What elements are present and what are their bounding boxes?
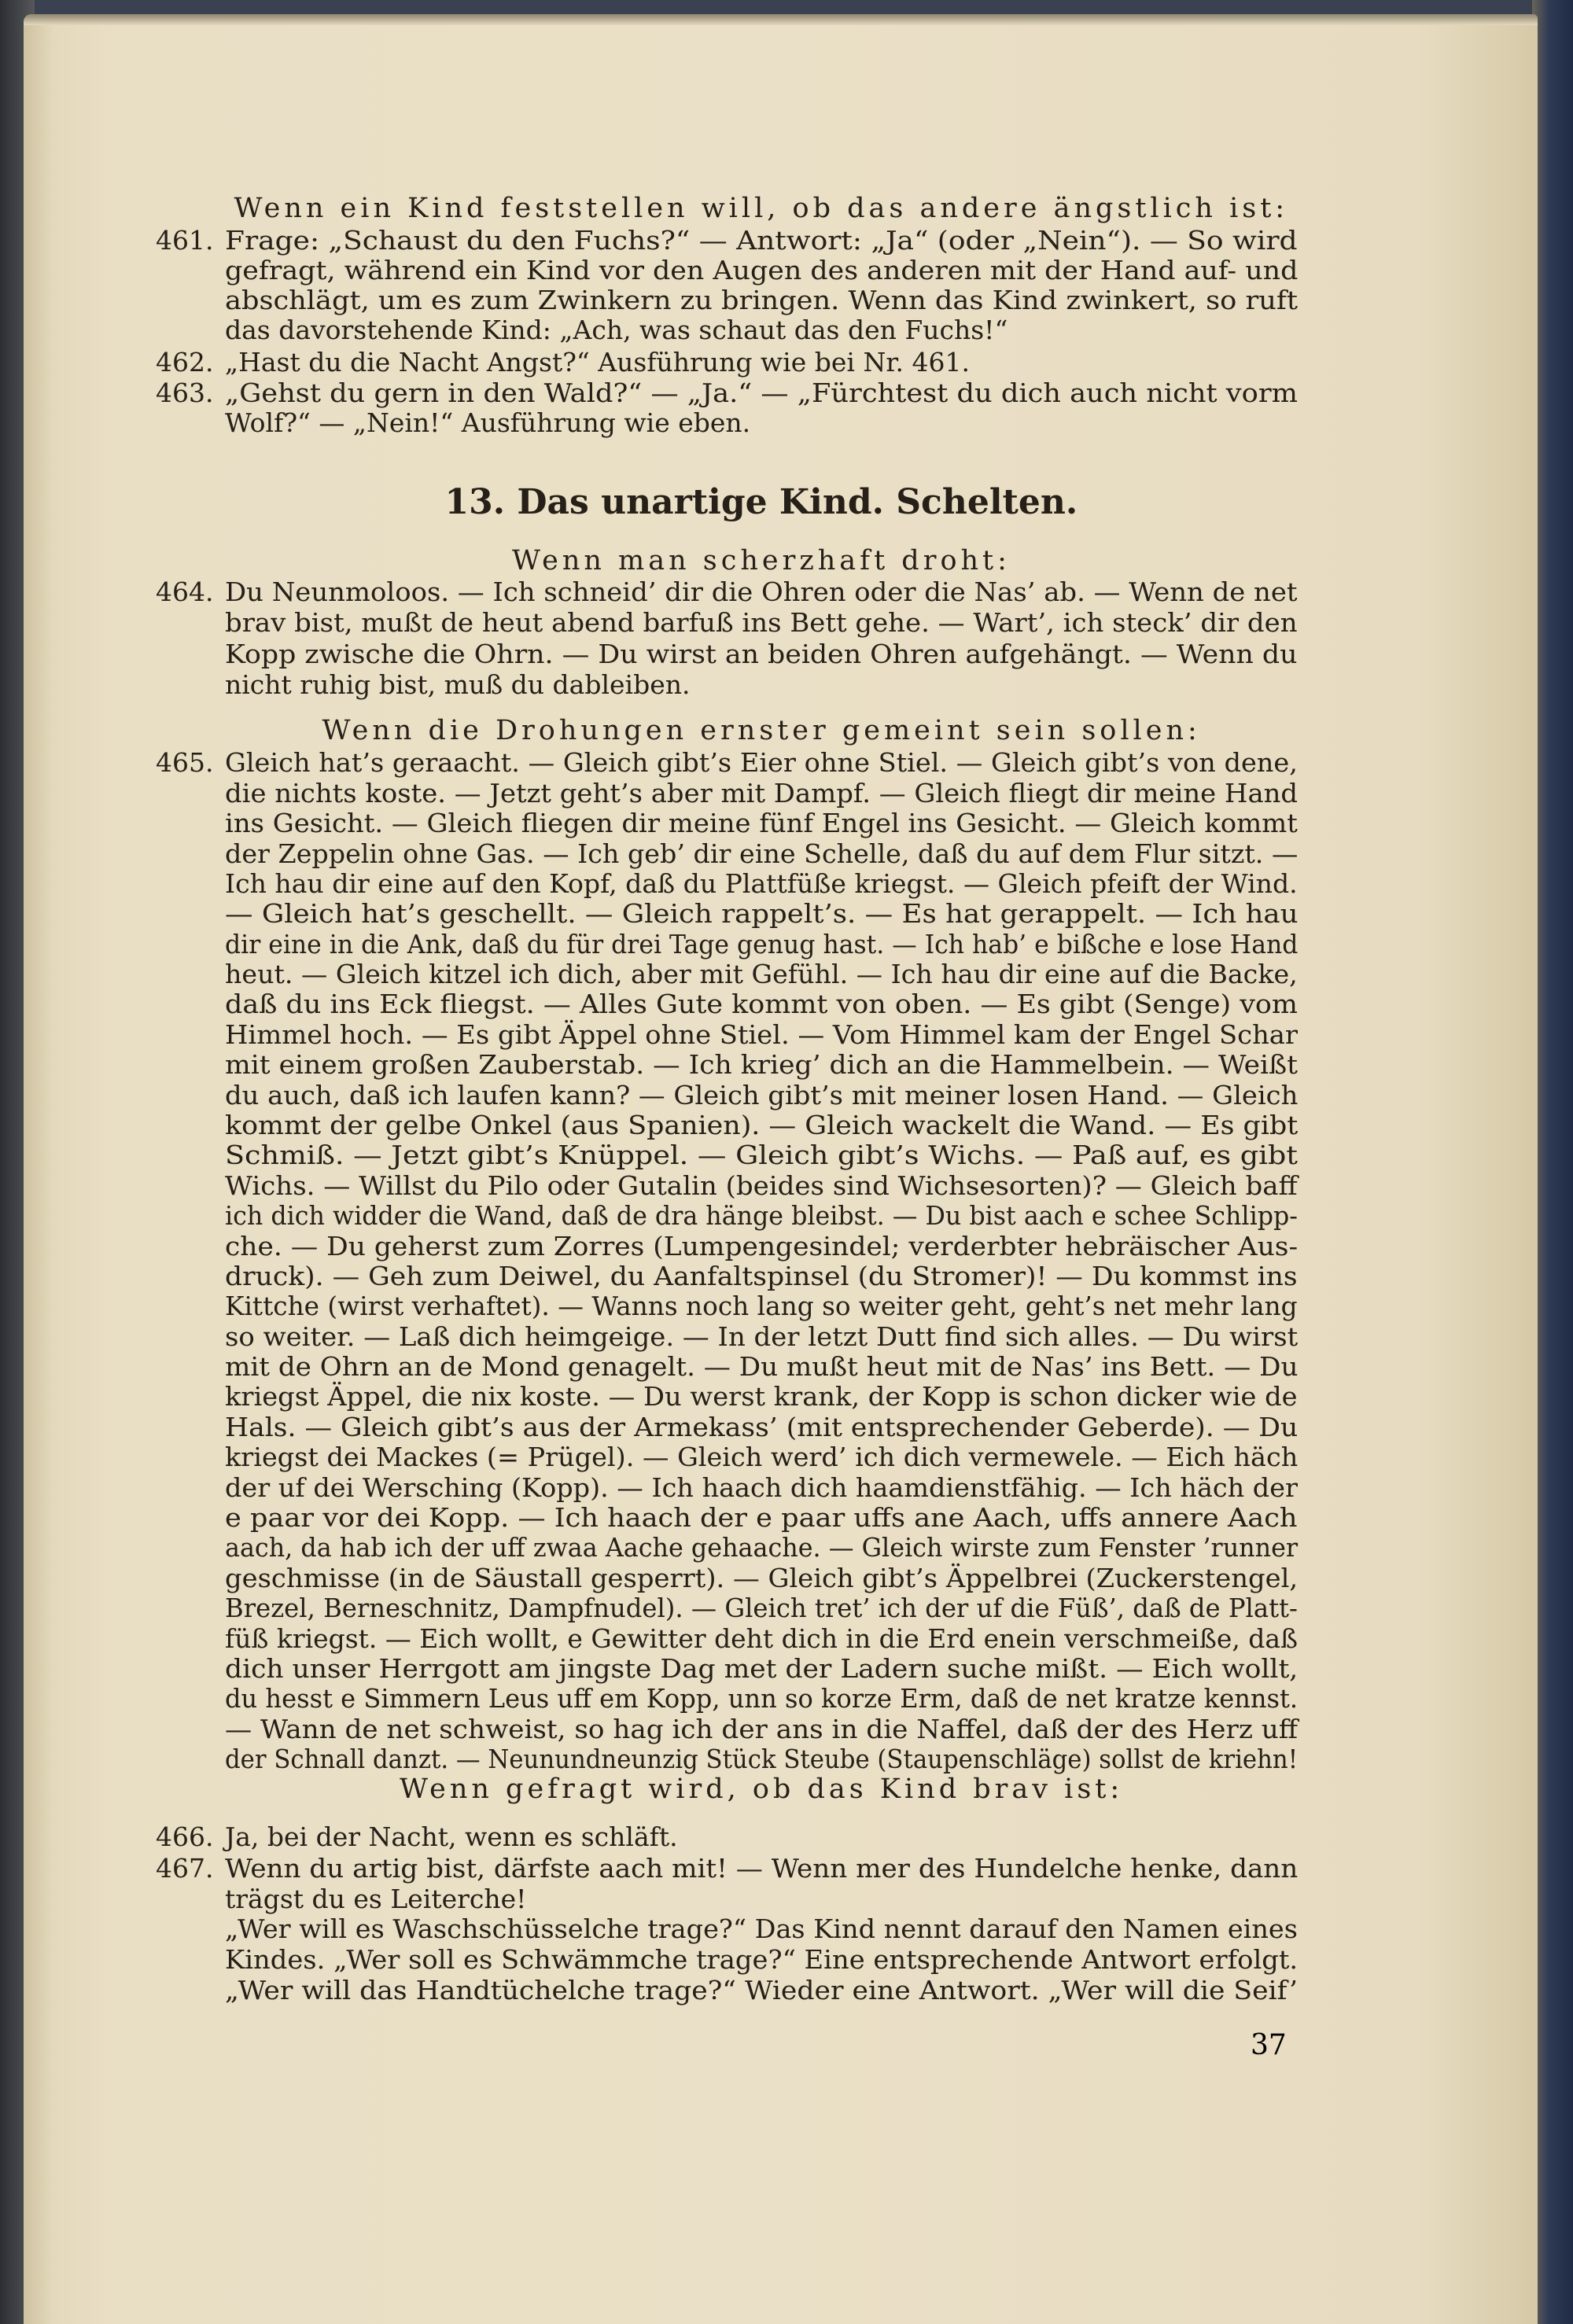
text-line: Du Neunmoloos. — Ich schneid’ dir die Ohren oder die Nas’ ab. — Wenn de net [225,576,1298,607]
text-line: brav bist, mußt de heut abend barfuß ins Bett gehe. — Wart’, ich steck’ dir den [225,607,1298,638]
text-line: mit einem großen Zauberstab. — Ich krieg’ dich an die Hammelbein. — Weißt [225,1049,1298,1080]
text-line: der Schnall danzt. — Neunundneunzig Stück Steube (Staupenschläge) sollst de kriehn! [225,1744,1299,1774]
text-line: Hals. — Gleich gibt’s aus der Armekass’ (mit entsprechender Geberde). — Du [225,1412,1299,1442]
text-line: druck). — Geh zum Deiwel, du Aanfaltspinsel (du Stromer)! — Du kommst ins [225,1261,1298,1291]
text-line: die nichts koste. — Jetzt geht’s aber mit Dampf. — Gleich fliegt dir meine Hand [225,778,1299,808]
text-line: Wichs. — Willst du Pilo oder Gutalin (beides sind Wichsesorten)? — Gleich baff [225,1170,1298,1201]
entry-number: 465. [156,747,214,778]
text-line: du hesst e Simmern Leus uff em Kopp, unn so korze Erm, daß de net kratze kennst. [225,1683,1299,1714]
text-line: das davorstehende Kind: „Ach, was schaut das den Fuchs!“ [225,315,1008,345]
chapter-title: 13. Das unartige Kind. Schelten. [444,482,1078,522]
section-subheading: Wenn ein Kind feststellen will, ob das andere ängstlich ist: [234,193,1289,224]
text-line: Ja, bei der Nacht, wenn es schläft. [225,1821,678,1852]
text-line: daß du ins Eck fliegst. — Alles Gute kommt von oben. — Es gibt (Senge) vom [225,989,1299,1019]
text-line: Gleich hat’s geraacht. — Gleich gibt’s Eier ohne Stiel. — Gleich gibt’s von dene, [225,747,1298,778]
text-line: der Zeppelin ohne Gas. — Ich geb’ dir eine Schelle, daß du auf dem Flur sitzt. — [225,838,1299,869]
text-line: abschlägt, um es zum Zwinkern zu bringen. Wenn das Kind zwinkert, so ruft [225,285,1299,315]
text-line: che. — Du geherst zum Zorres (Lumpengesindel; verderbter hebräischer Aus- [225,1231,1299,1261]
text-line: — Wann de net schweist, so hag ich der ans in die Naffel, daß der des Herz uff [225,1714,1298,1744]
text-line: Kopp zwische die Ohrn. — Du wirst an beiden Ohren aufgehängt. — Wenn du [225,639,1298,669]
text-line: e paar vor dei Kopp. — Ich haach der e paar uffs ane Aach, uffs annere Aach [225,1502,1298,1533]
text-line: dir eine in die Ank, daß du für drei Tage genug hast. — Ich hab’ e bißche e lose Hand [225,929,1299,959]
text-line: — Gleich hat’s geschellt. — Gleich rappelt’s. — Es hat gerappelt. — Ich hau [225,898,1299,929]
section-subheading: Wenn man scherzhaft droht: [512,545,1011,576]
text-line: gefragt, während ein Kind vor den Augen des anderen mit der Hand auf- und [225,255,1299,285]
page-text-block [24,14,1538,2324]
page-number: 37 [1251,2029,1287,2061]
text-line: füß kriegst. — Eich wollt, e Gewitter deht dich in die Erd enein verschmeiße, daß [225,1623,1299,1654]
text-line: Wenn du artig bist, därfste aach mit! — Wenn mer des Hundelche henke, dann [225,1853,1299,1884]
text-line: der uf dei Wersching (Kopp). — Ich haach dich haamdienstfähig. — Ich häch der [225,1472,1298,1503]
text-line: Wolf?“ — „Nein!“ Ausführung wie eben. [225,407,751,438]
section-subheading: Wenn die Drohungen ernster gemeint sein sollen: [322,715,1201,746]
section-subheading: Wenn gefragt wird, ob das Kind brav ist: [400,1773,1124,1805]
text-line: heut. — Gleich kitzel ich dich, aber mit Gefühl. — Ich hau dir eine auf die Backe, [225,959,1298,989]
paper-page [24,14,1538,2324]
text-line: Ich hau dir eine auf den Kopf, daß du Plattfüße kriegst. — Gleich pfeift der Wind. [225,868,1298,899]
text-line: „Hast du die Nacht Angst?“ Ausführung wie bei Nr. 461. [225,347,970,378]
entry-number: 462. [156,347,214,378]
text-line: Schmiß. — Jetzt gibt’s Knüppel. — Gleich gibt’s Wichs. — Paß auf, es gibt [225,1140,1298,1170]
entry-number: 466. [156,1821,214,1852]
text-line: ins Gesicht. — Gleich fliegen dir meine fünf Engel ins Gesicht. — Gleich kommt [225,808,1298,838]
text-line: Brezel, Berneschnitz, Dampfnudel). — Gleich tret’ ich der uf die Füß’, daß de Platt- [225,1593,1298,1623]
text-line: „Wer will das Handtüchelche trage?“ Wieder eine Antwort. „Wer will die Seif’ [225,1975,1298,2005]
text-line: „Wer will es Waschschüsselche trage?“ Das Kind nennt darauf den Namen eines [225,1913,1298,1944]
text-line: kriegst Äppel, die nix koste. — Du werst krank, der Kopp is schon dicker wie de [225,1381,1298,1412]
entry-number: 464. [156,576,214,607]
text-line: ich dich widder die Wand, daß de dra hänge bleibst. — Du bist aach e schee Schlipp- [225,1200,1298,1231]
text-line: Kindes. „Wer soll es Schwämmche trage?“ Eine entsprechende Antwort erfolgt. [225,1944,1299,1975]
text-line: kriegst dei Mackes (= Prügel). — Gleich werd’ ich dich vermewele. — Eich häch [225,1442,1299,1472]
text-line: Frage: „Schaust du den Fuchs?“ — Antwort: „Ja“ (oder „Nein“). — So wird [225,225,1298,256]
text-line: geschmisse (in de Säustall gesperrt). — Gleich gibt’s Äppelbrei (Zuckerstengel, [225,1563,1299,1593]
text-line: du auch, daß ich laufen kann? — Gleich gibt’s mit meiner losen Hand. — Gleich [225,1080,1299,1110]
text-line: mit de Ohrn an de Mond genagelt. — Du mußt heut mit de Nas’ ins Bett. — Du [225,1351,1299,1382]
entry-number: 461. [156,225,214,256]
text-line: Kittche (wirst verhaftet). — Wanns noch lang so weiter geht, geht’s net mehr lang [225,1291,1298,1321]
entry-number: 467. [156,1853,214,1884]
text-line: „Gehst du gern in den Wald?“ — „Ja.“ — „Fürchtest du dich auch nicht vorm [225,378,1298,408]
text-line: so weiter. — Laß dich heimgeige. — In der letzt Dutt find sich alles. — Du wirst [225,1321,1299,1352]
book-cover-edge [1532,0,1573,2324]
text-line: nicht ruhig bist, muß du dableiben. [225,669,691,700]
entry-number: 463. [156,378,214,408]
text-line: Himmel hoch. — Es gibt Äppel ohne Stiel. — Vom Himmel kam der Engel Schar [225,1019,1299,1050]
text-line: aach, da hab ich der uff zwaa Aache gehaache. — Gleich wirste zum Fenster ’runner [225,1532,1299,1563]
text-line: trägst du es Leiterche! [225,1884,527,1914]
text-line: dich unser Herrgott am jingste Dag met der Ladern suche mißt. — Eich wollt, [225,1653,1299,1684]
text-line: kommt der gelbe Onkel (aus Spanien). — Gleich wackelt die Wand. — Es gibt [225,1110,1299,1140]
